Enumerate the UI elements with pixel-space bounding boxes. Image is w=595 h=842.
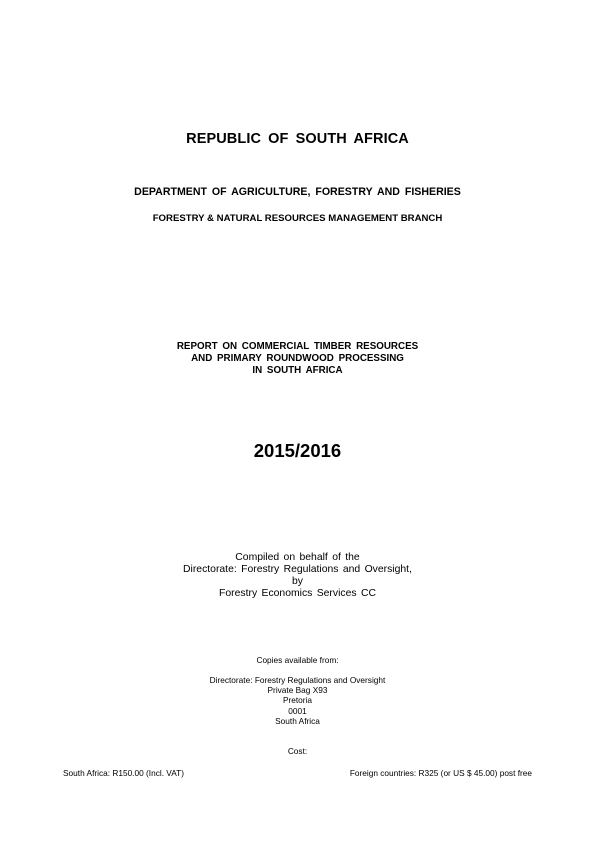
report-year: 2015/2016: [253, 440, 342, 461]
report-title-line: REPORT ON COMMERCIAL TIMBER RESOURCES: [176, 341, 419, 352]
department-heading: DEPARTMENT OF AGRICULTURE, FORESTRY AND FISHERIES: [134, 186, 461, 198]
cost-label: Cost:: [287, 746, 308, 756]
compiled-line: Directorate: Forestry Regulations and Oversight,: [183, 564, 412, 575]
address-line: Private Bag X93: [267, 685, 328, 696]
address-line: South Africa: [275, 715, 320, 726]
compiled-line: Compiled on behalf of the: [235, 552, 360, 563]
price-foreign: Foreign countries: R325 (or US $ 45.00) post free: [349, 768, 532, 778]
address-line: Directorate: Forestry Regulations and Oversight: [209, 675, 386, 685]
compiled-by-block: [0, 552, 595, 600]
country-heading: REPUBLIC OF SOUTH AFRICA: [186, 131, 409, 147]
address-line: 0001: [288, 705, 307, 716]
report-title-line: IN SOUTH AFRICA: [252, 365, 343, 376]
compiled-line: Forestry Economics Services CC: [219, 588, 376, 599]
compiled-line: by: [292, 576, 303, 587]
price-south-africa: South Africa: R150.00 (Incl. VAT): [63, 768, 184, 778]
address-block: [0, 675, 595, 726]
branch-heading: FORESTRY & NATURAL RESOURCES MANAGEMENT BRANCH: [152, 213, 443, 224]
report-title-line: AND PRIMARY ROUNDWOOD PROCESSING: [191, 353, 404, 364]
report-title: [0, 341, 595, 377]
copies-heading: Copies available from:: [256, 655, 339, 665]
address-line: Pretoria: [282, 695, 313, 706]
